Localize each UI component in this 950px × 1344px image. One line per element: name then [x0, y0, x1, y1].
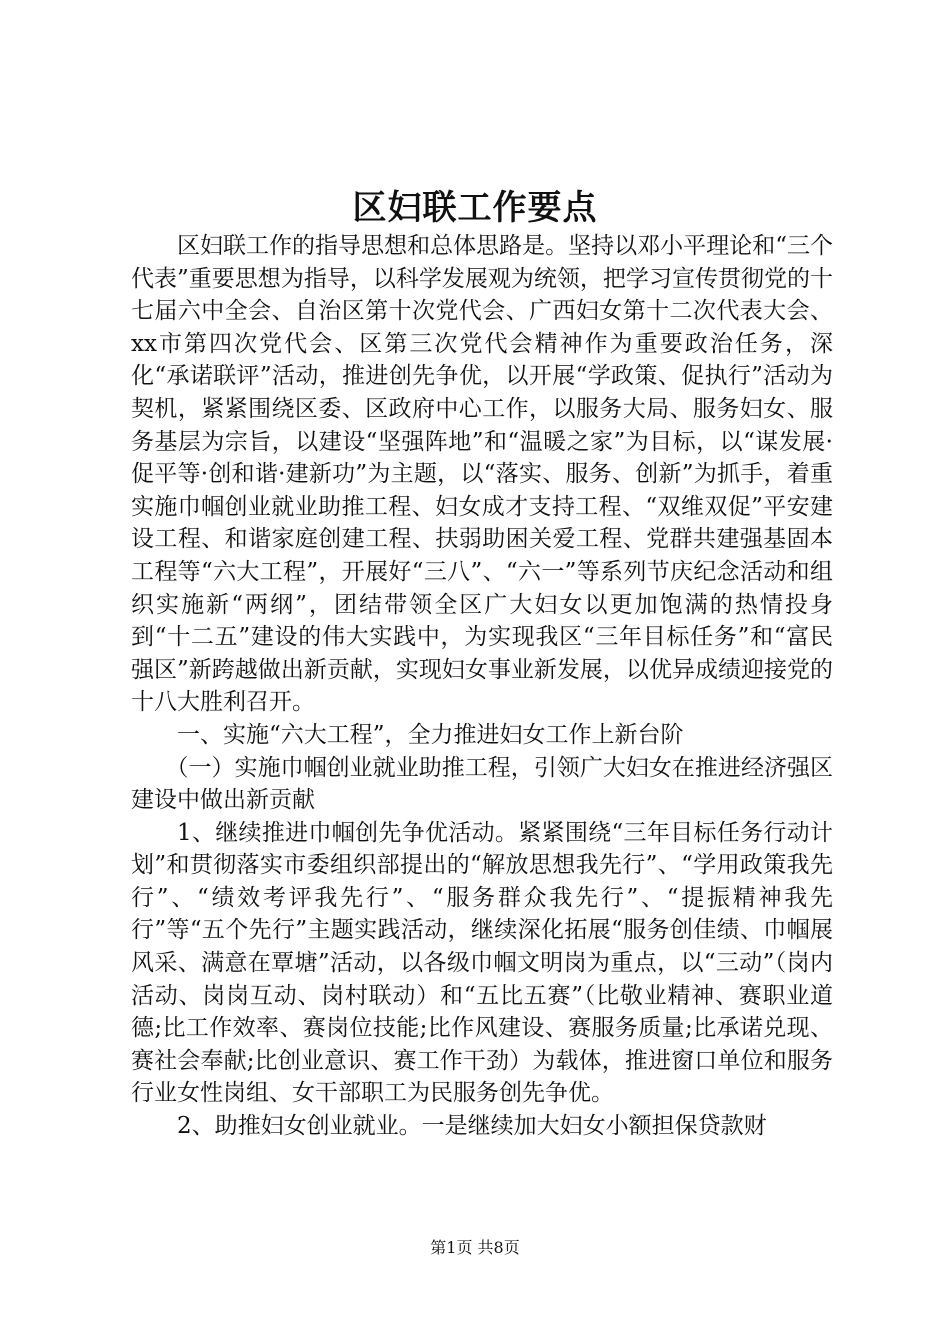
- paragraph-item-2: 2、助推妇女创业就业。一是继续加大妇女小额担保贷款财: [177, 1113, 767, 1140]
- subsection-heading-1: （一）实施巾帼创业就业助推工程，引领广大妇女在推进经济强区建设中做出新贡献: [131, 754, 833, 814]
- document-body: [131, 230, 833, 1143]
- document-title: 区妇联工作要点: [352, 188, 598, 228]
- page-footer: 第1页 共8页: [430, 1238, 520, 1257]
- paragraph-intro: 区妇联工作的指导思想和总体思路是。坚持以邓小平理论和“三个代表”重要思想为指导，以科学发展观为统领，把学习宣传贯彻党的十七届六中全会、自治区第十次党代会、广西妇女第十二次代表大会、xx市第四次党代会、区第三次党代会精神作为重要政治任务，深化“承诺联评”活动，推进创先争优，以开展“学政策、促执行”活动为契机，紧紧围绕区委、区政府中心工作，以服务大局、服务妇女、服务基层为宗旨，以建设“坚强阵地”和“温暖之家”为目标，以“谋发展·促平等·创和谐·建新功”为主题，以“落实、服务、创新”为抓手，着重实施巾帼创业就业助推工程、妇女成才支持工程、“双维双促”平安建设工程、和谐家庭创建工程、扶弱助困关爱工程、党群共建强基固本工程等“六大工程”，开展好“三八”、“六一”等系列节庆纪念活动和组织实施新“两纲”，团结带领全区广大妇女以更加饱满的热情投身到“十二五”建设的伟大实践中，为实现我区“三年目标任务”和“富民强区”新跨越做出新贡献，实现妇女事业新发展，以优异成绩迎接党的十八大胜利召开。: [131, 233, 833, 716]
- paragraph-item-1: 1、继续推进巾帼创先争优活动。紧紧围绕“三年目标任务行动计划”和贯彻落实市委组织部提出的“解放思想我先行”、“学用政策我先行”、“绩效考评我先行”、“服务群众我先行”、“提振精神我先行”等“五个先行”主题实践活动，继续深化拓展“服务创佳绩、巾帼展风采、满意在覃塘”活动，以各级巾帼文明岗为重点，以“三动”（岗内活动、岗岗互动、岗村联动）和“五比五赛”（比敬业精神、赛职业道德;比工作效率、赛岗位技能;比作风建设、赛服务质量;比承诺兑现、赛社会奉献;比创业意识、赛工作干劲）为载体，推进窗口单位和服务行业女性岗组、女干部职工为民服务创先争优。: [131, 819, 833, 1107]
- section-heading-1: 一、实施“六大工程”，全力推进妇女工作上新台阶: [177, 721, 684, 748]
